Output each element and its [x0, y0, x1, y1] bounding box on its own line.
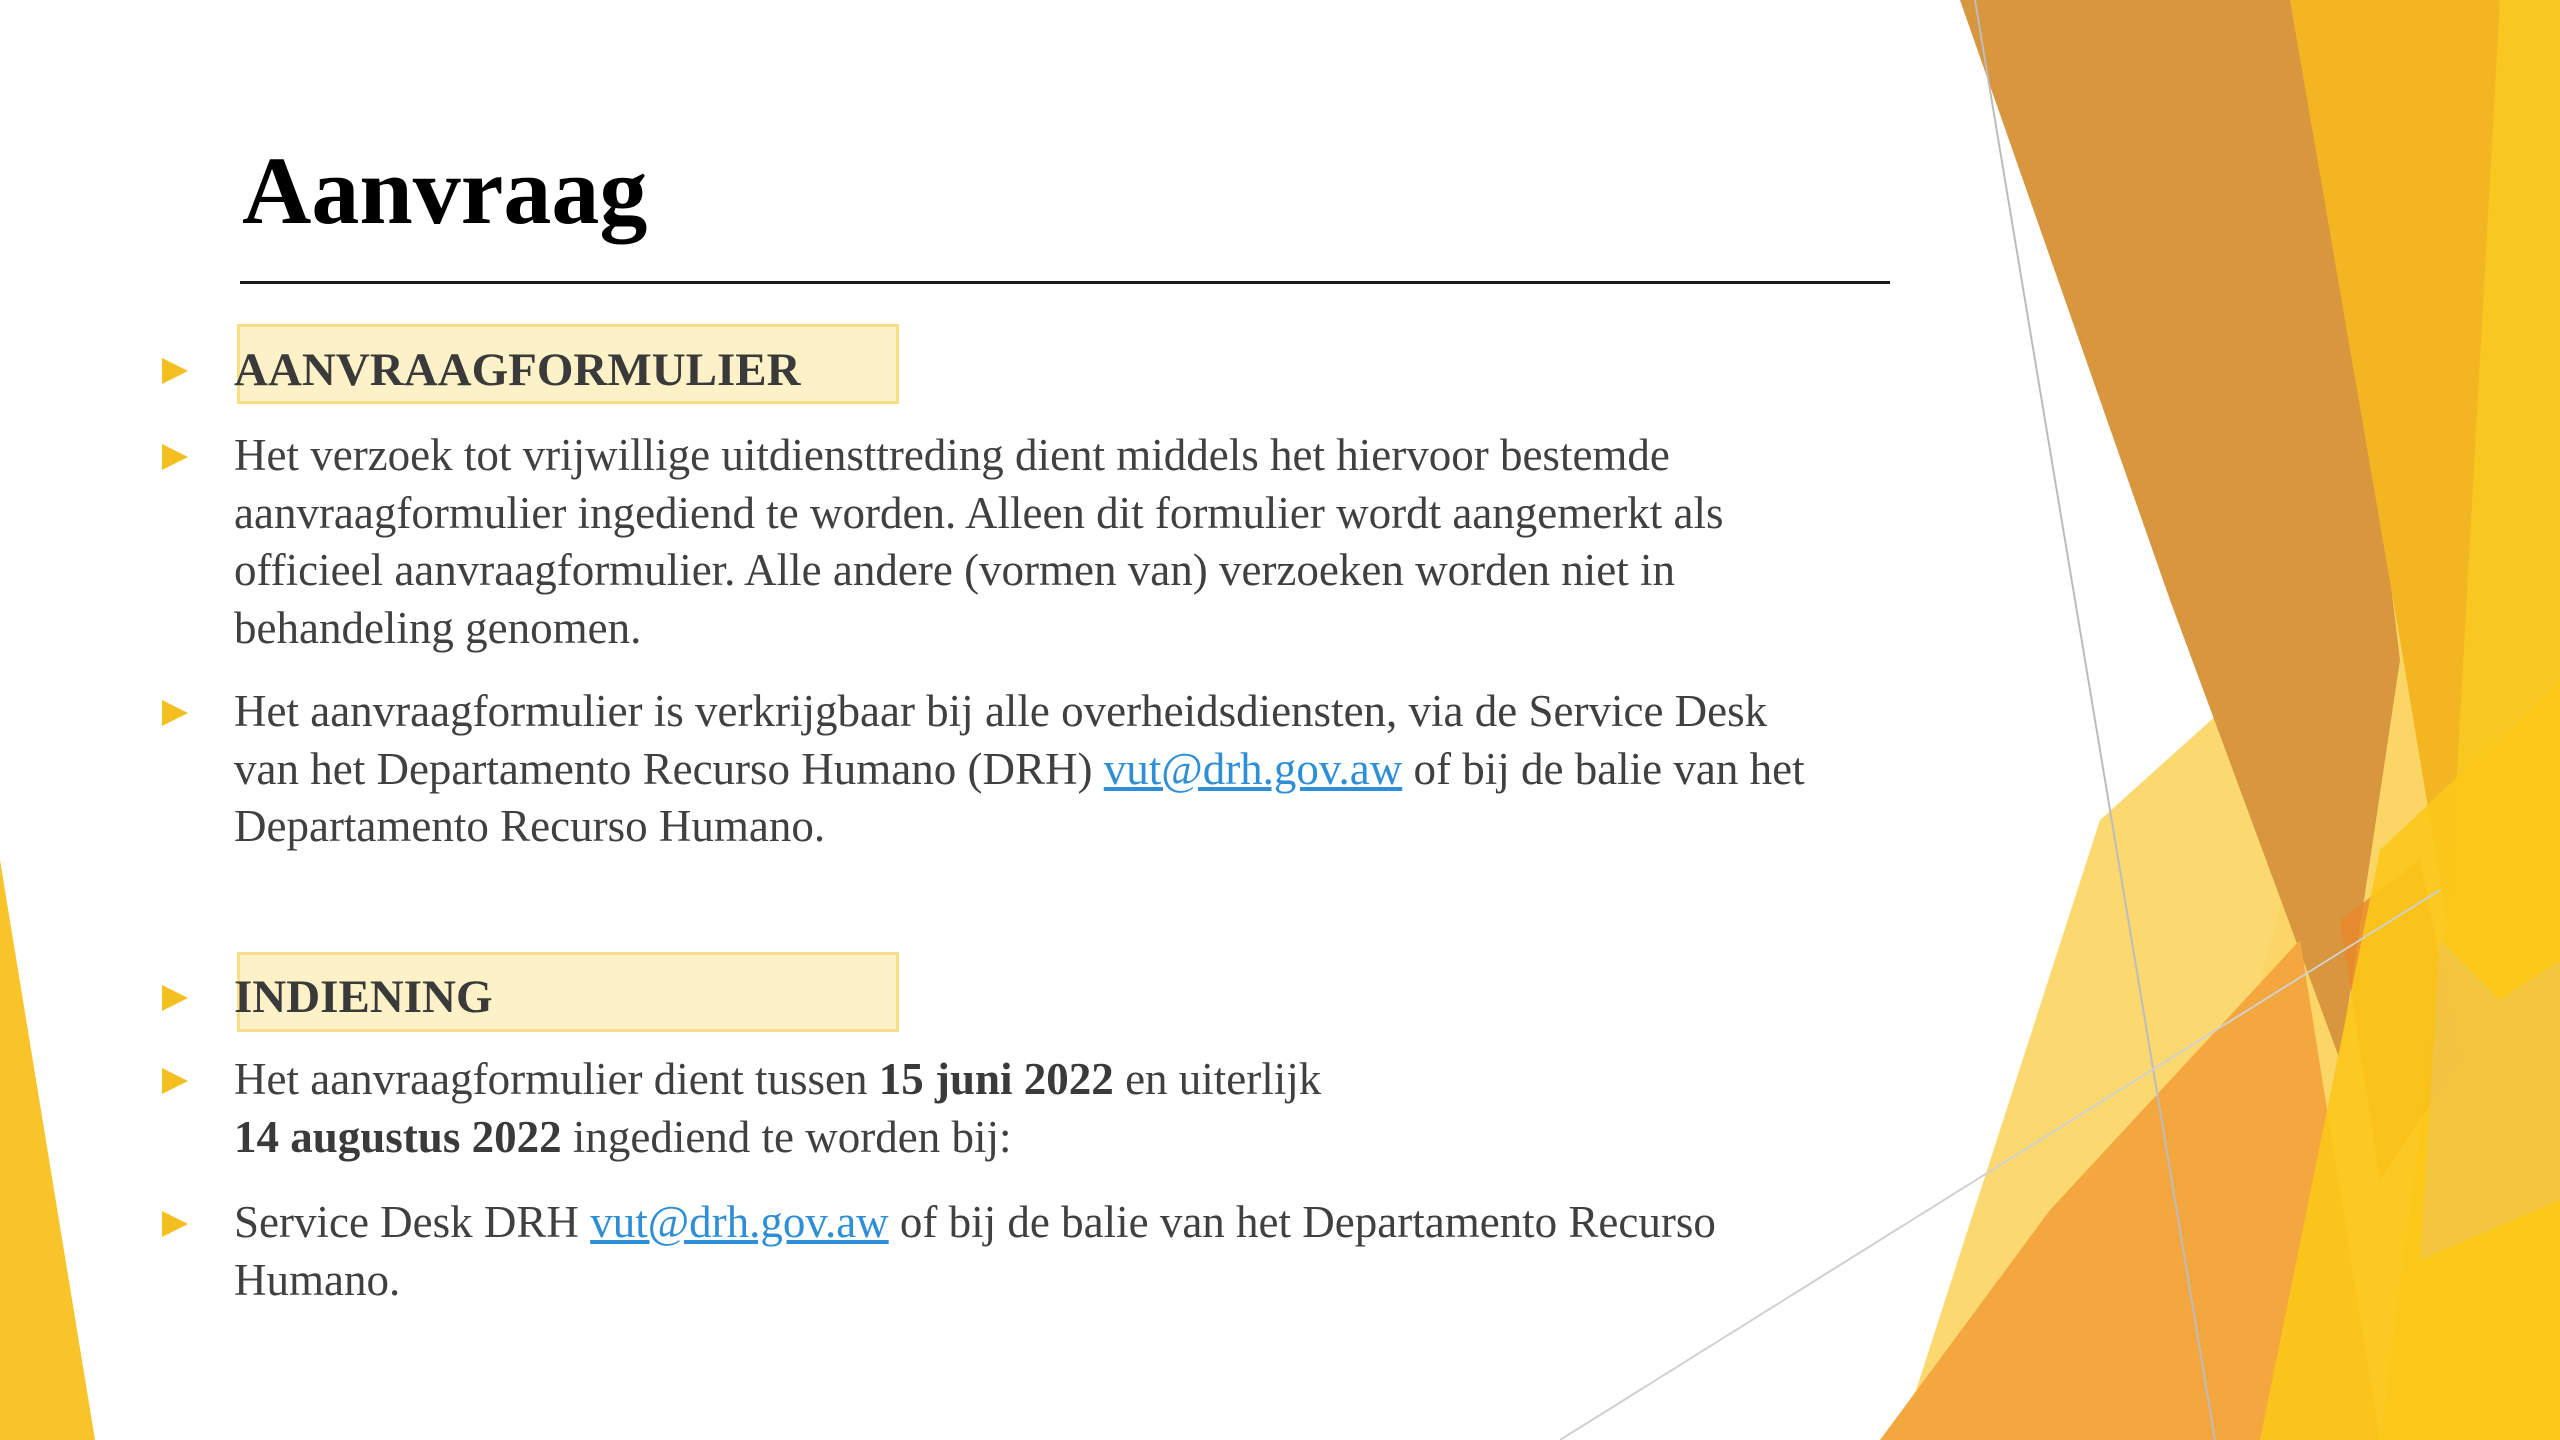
title-underline — [240, 281, 1890, 284]
text-segment: of bij de balie van het Departamento Recurso Humano. — [234, 1197, 1716, 1305]
bullet-triangle-icon — [162, 444, 188, 470]
email-link[interactable]: vut@drh.gov.aw — [1103, 743, 1403, 794]
bullet-triangle-icon — [162, 1211, 188, 1237]
bullet-triangle-icon — [162, 358, 188, 384]
section-heading-aanvraagformulier: AANVRAAGFORMULIER — [234, 344, 801, 396]
paragraph-aanvraag-verkrijgbaar — [234, 683, 1824, 856]
section-heading-indiening: INDIENING — [234, 971, 493, 1023]
email-link[interactable]: vut@drh.gov.aw — [590, 1197, 889, 1247]
text-segment: of bij de balie van het Departamento Recurso Humano. — [234, 743, 1805, 851]
slide-title: Aanvraag — [242, 137, 648, 244]
bullet-triangle-icon — [162, 1068, 188, 1094]
paragraph-indiening-servicedesk — [234, 1194, 1824, 1309]
paragraph-indiening-termijn — [234, 1051, 1824, 1166]
bullet-triangle-icon — [162, 985, 188, 1011]
text-segment: Het aanvraagformulier dient tussen — [234, 1054, 879, 1104]
text-segment: Het aanvraagformulier is verkrijgbaar bij alle overheidsdiensten, via de Service Desk van het Departamento Recurso Humano (DRH) — [234, 686, 1768, 794]
text-segment: ingediend te worden bij: — [561, 1111, 1012, 1162]
date-end: 14 augustus 2022 — [234, 1111, 562, 1162]
text-segment: Service Desk DRH — [234, 1197, 591, 1247]
text-segment: en uiterlijk — [1113, 1054, 1322, 1104]
bullet-triangle-icon — [162, 700, 188, 726]
paragraph-aanvraag-verzoek: Het verzoek tot vrijwillige uitdiensttreding dient middels het hiervoor bestemde aanvraagformulier ingediend te worden. Alleen dit formulier wordt aangemerkt als officieel aanvraagformulier. Alle andere (vormen van) verzoeken worden niet in behandeling genomen. — [234, 430, 1724, 653]
date-start: 15 juni 2022 — [878, 1054, 1114, 1104]
